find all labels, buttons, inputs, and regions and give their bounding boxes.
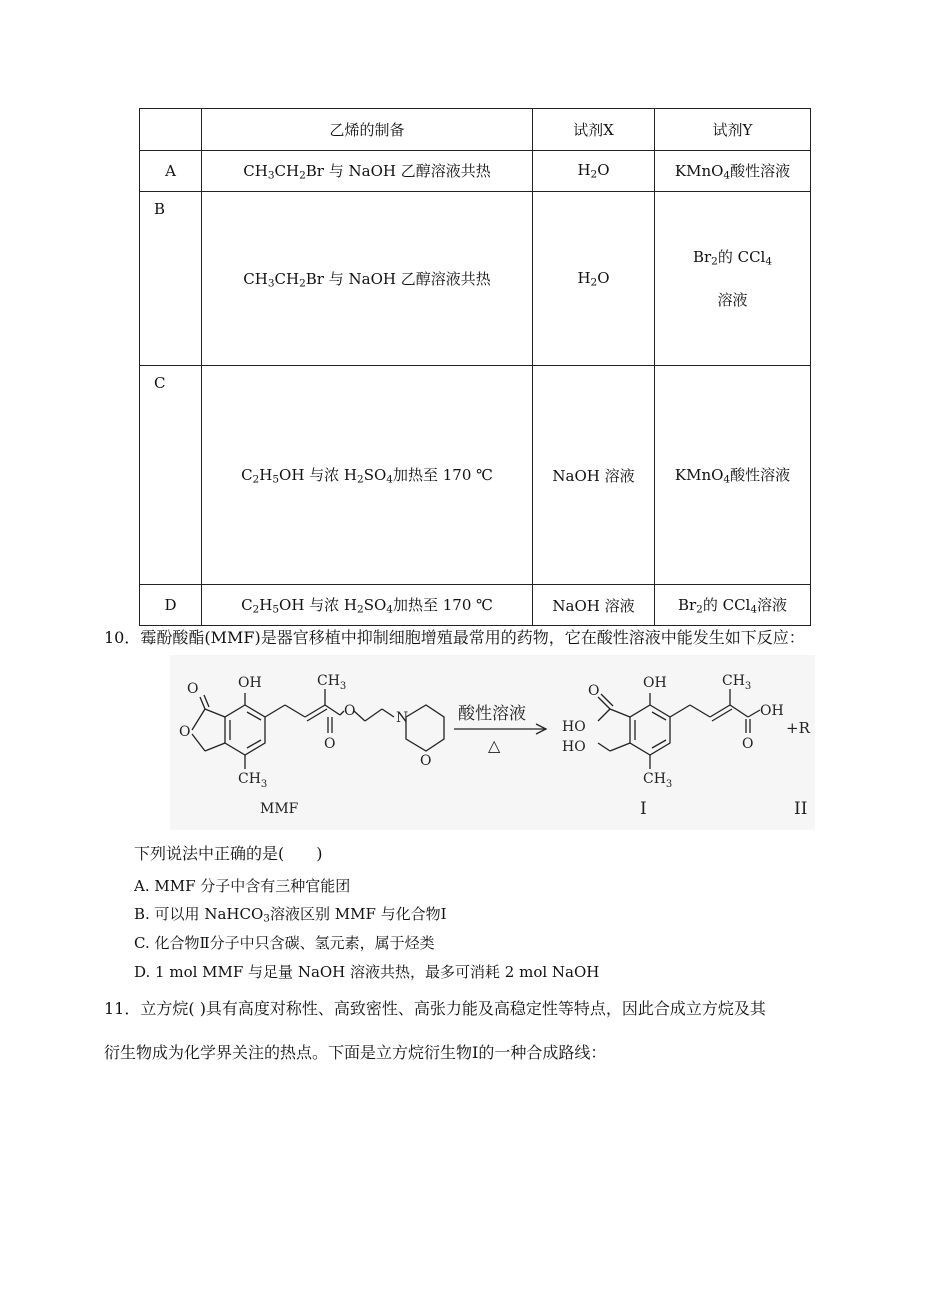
atom-label: O [179,724,191,740]
plus-r: +R [786,719,810,737]
reagent-y-cell: $Br_2$的 CCl$_4$ 溶液 [655,192,811,366]
atom-label: O [742,736,754,752]
prep-cell: $CH_3CH_2Br$ 与 NaOH 乙醇溶液共热 [202,192,533,366]
option-a: A. MMF 分子中含有三种官能团 [134,877,351,895]
header-cell [140,109,202,151]
atom-label: N [396,710,409,726]
atom-label: OH [643,675,667,691]
reaction-scheme-drawing [170,655,815,830]
row-label: D [140,585,202,626]
mmf-label: MMF [260,801,299,817]
atom-label: $CH_3$ [722,673,752,692]
reagent-x-cell: NaOH 溶液 [533,366,655,585]
row-label: C [140,366,202,585]
atom-label: O [588,683,600,699]
question-10-stem: 10．霉酚酸酯(MMF)是器官移植中抑制细胞增殖最常用的药物，它在酸性溶液中能发生如下反应： [104,628,805,647]
option-c: C. 化合物Ⅱ分子中只含碳、氢元素，属于烃类 [134,934,435,952]
table-row [140,151,811,192]
atom-label: O [187,681,199,697]
atom-label: HO [562,719,586,735]
table-row [140,585,811,626]
table-row [140,192,811,366]
prep-cell: $C_2H_5OH$ 与浓 $H_2SO_4$加热至 170 ℃ [202,366,533,585]
reagent-y-cell: $Br_2$的 CCl$_4$溶液 [655,585,811,626]
prep-cell: $CH_3CH_2Br$ 与 NaOH 乙醇溶液共热 [202,151,533,192]
option-b: B. 可以用 NaHCO$_3$溶液区别 MMF 与化合物Ⅰ [134,905,447,925]
option-d: D. 1 mol MMF 与足量 NaOH 溶液共热，最多可消耗 2 mol NaOH [134,963,600,981]
reagent-x-cell: $H_2O$ [533,192,655,366]
question-11-line1: 11．立方烷( )具有高度对称性、高致密性、高张力能及高稳定性等特点，因此合成立方烷及其 [104,999,766,1018]
atom-label: $CH_3$ [643,771,673,790]
condition-bottom: △ [488,736,501,755]
reagent-y-cell: KMnO$_4$酸性溶液 [655,151,811,192]
atom-label: $CH_3$ [317,673,347,692]
atom-label: O [324,736,336,752]
prep-cell: $C_2H_5OH$ 与浓 $H_2SO_4$加热至 170 ℃ [202,585,533,626]
mmf-benzene-ring [225,705,265,755]
product-i-label: I [640,799,647,819]
question-11-line2: 衍生物成为化学界关注的热点。下面是立方烷衍生物Ⅰ的一种合成路线： [104,1043,607,1062]
atom-label: O [420,753,432,769]
reagent-y-cell: KMnO$_4$酸性溶液 [655,366,811,585]
atom-label: OH [760,703,784,719]
header-cell: 乙烯的制备 [202,109,533,151]
header-cell: 试剂Y [655,109,811,151]
table-row [140,366,811,585]
row-label: B [140,192,202,366]
product-ii-label: II [794,799,808,819]
reagent-x-cell: NaOH 溶液 [533,585,655,626]
reaction-scheme [170,655,815,830]
morpholine-ring [406,705,444,751]
header-cell: 试剂X [533,109,655,151]
condition-top: 酸性溶液 [458,704,526,724]
table-header-row [140,109,811,151]
reagent-table [139,108,811,626]
atom-label: O [344,703,356,719]
product-benzene-ring [630,705,670,755]
atom-label: $CH_3$ [238,771,268,790]
atom-label: HO [562,739,586,755]
reagent-x-cell: $H_2O$ [533,151,655,192]
atom-label: OH [238,675,262,691]
row-label: A [140,151,202,192]
question-10-prompt: 下列说法中正确的是( ) [134,844,323,863]
